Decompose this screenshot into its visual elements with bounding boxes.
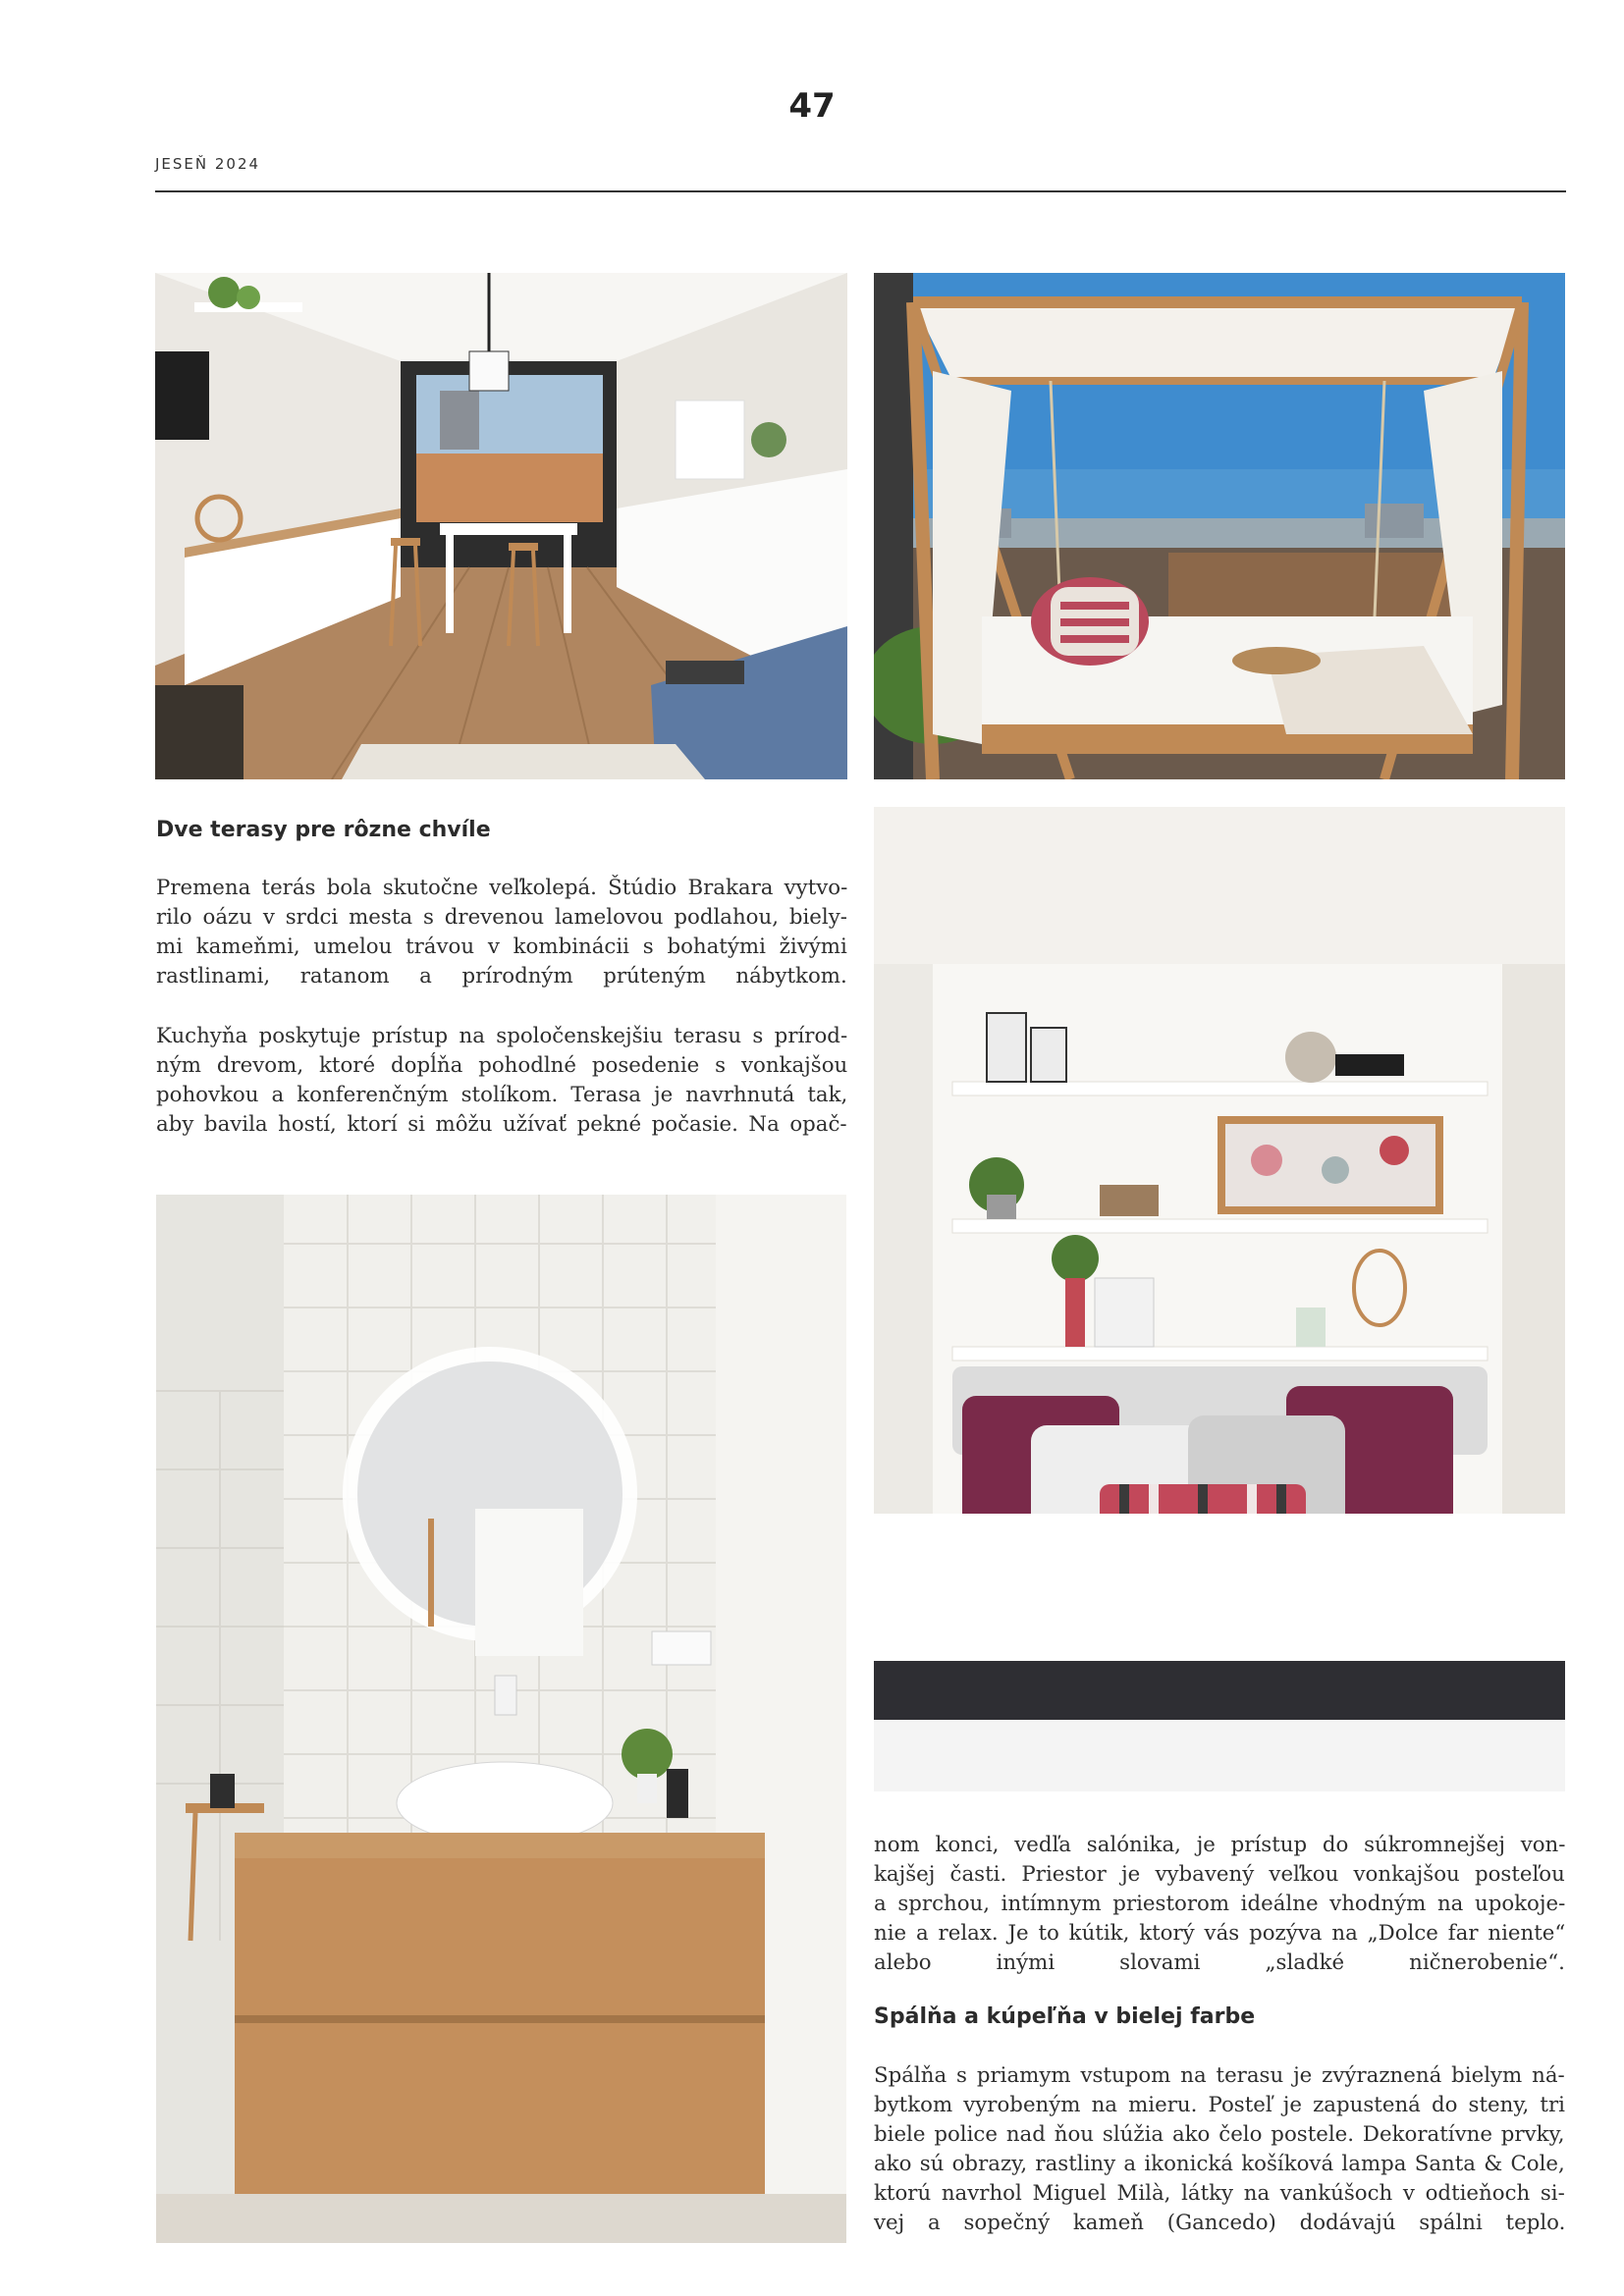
text-line: ako sú obrazy, rastliny a ikonická košíková lampa Santa & Cole,: [874, 2152, 1565, 2176]
text-line: pohovkou a konferenčným stolíkom. Terasa je navrhnutá tak,: [156, 1083, 848, 1107]
text-line: nie a relax. Je to kútik, ktorý vás pozýva na „Dolce far niente“: [874, 1921, 1566, 1946]
text-line: Kuchyňa poskytuje prístup na spoločenskejšiu terasu s prírod-: [156, 1024, 848, 1048]
kitchen-photo: [155, 273, 847, 779]
text-line: ným drevom, ktoré dopĺňa pohodlné posedenie s vonkajšou: [156, 1053, 848, 1078]
text-line: mi kameňmi, umelou trávou v kombinácii s bohatými živými: [156, 934, 847, 959]
section-heading-bedroom-bathroom: Spálňa a kúpeľňa v bielej farbe: [874, 2004, 1256, 2029]
paragraph-terraces-1: [156, 874, 847, 991]
bedroom-photo: [874, 807, 1565, 1791]
page-number: 47: [788, 86, 836, 126]
text-line: kajšej časti. Priestor je vybavený veľkou vonkajšou posteľou: [874, 1862, 1565, 1887]
issue-label: JESEŇ 2024: [155, 155, 261, 173]
text-line: aby bavila hostí, ktorí si môžu užívať pekné počasie. Na opač-: [156, 1112, 847, 1137]
text-line: rastlinami, ratanom a prírodným prúteným nábytkom.: [156, 964, 847, 988]
terrace-daybed-photo: [874, 273, 1565, 779]
text-line: biele police nad ňou slúžia ako čelo postele. Dekoratívne prvky,: [874, 2122, 1565, 2147]
text-line: Premena terás bola skutočne veľkolepá. Štúdio Brakara vytvo-: [156, 876, 848, 900]
paragraph-terraces-3: [874, 1831, 1565, 1978]
text-line: nom konci, vedľa salónika, je prístup do súkromnejšej von-: [874, 1833, 1566, 1857]
text-line: ktorú navrhol Miguel Milà, látky na vankúšoch v odtieňoch si-: [874, 2181, 1565, 2206]
bathroom-photo: [156, 1195, 846, 2243]
paragraph-terraces-2: [156, 1022, 847, 1140]
text-line: rilo oázu v srdci mesta s drevenou lamelovou podlahou, biely-: [156, 905, 847, 930]
header-rule: [155, 190, 1566, 192]
paragraph-bedroom: [874, 2061, 1565, 2238]
text-line: Spálňa s priamym vstupom na terasu je zvýraznená bielym ná-: [874, 2063, 1565, 2088]
text-line: vej a sopečný kameň (Gancedo) dodávajú spálni teplo.: [874, 2211, 1566, 2235]
text-line: bytkom vyrobeným na mieru. Posteľ je zapustená do steny, tri: [874, 2093, 1565, 2117]
text-line: alebo inými slovami „sladké ničnerobenie“.: [874, 1950, 1565, 1975]
section-heading-terraces: Dve terasy pre rôzne chvíle: [156, 818, 491, 842]
text-line: a sprchou, intímnym priestorom ideálne vhodným na upokoje-: [874, 1892, 1566, 1916]
